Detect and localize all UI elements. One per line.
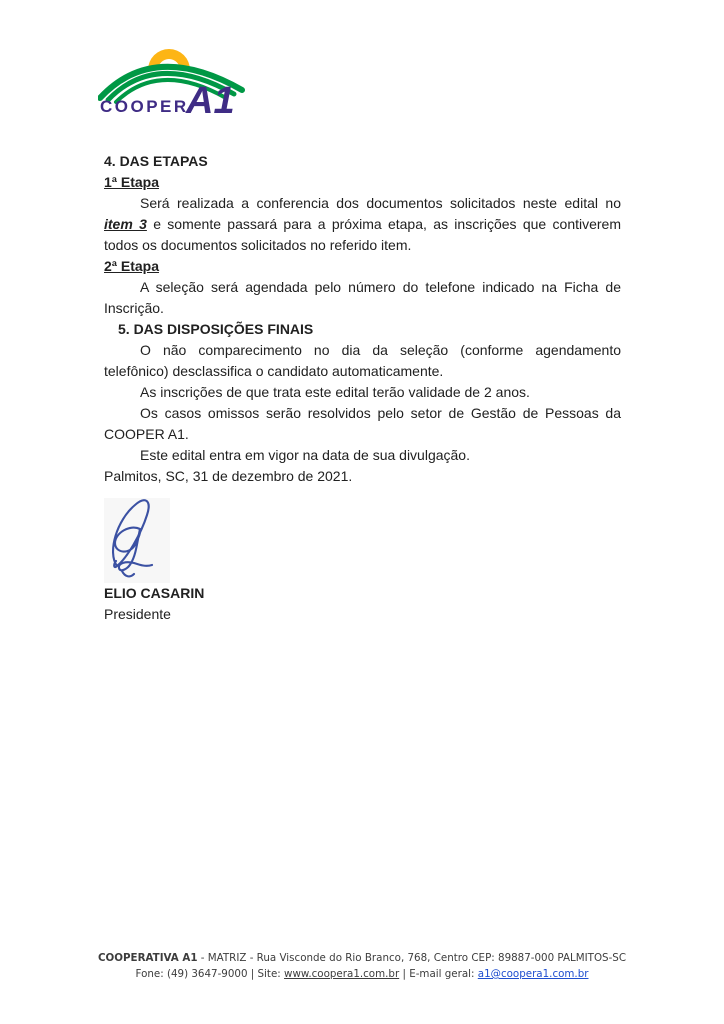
footer-company-name: COOPERATIVA A1 <box>97 952 198 964</box>
etapa-1-paragraph <box>104 193 621 256</box>
final-paragraph-1: O não comparecimento no dia da seleção (conforme agendamento telefônico) desclassifica o candidato automaticamente. <box>104 342 621 379</box>
etapa-1-title: 1ª Etapa <box>104 174 159 190</box>
final-paragraph-4: Este edital entra em vigor na data de sua divulgação. <box>140 447 470 463</box>
signature-image <box>104 498 170 583</box>
section-5-heading: 5. DAS DISPOSIÇÕES FINAIS <box>118 321 314 337</box>
footer-email-label: | E-mail geral: <box>399 968 478 980</box>
cooper-a1-logo-graphic <box>98 36 254 116</box>
footer-contact-line <box>0 966 724 982</box>
cooper-a1-logo <box>98 36 254 116</box>
footer-address-text: - MATRIZ - Rua Visconde do Rio Branco, 768, Centro CEP: 89887-000 PALMITOS-SC <box>197 952 627 964</box>
footer-address-line <box>0 950 724 966</box>
etapa-2-paragraph: A seleção será agendada pelo número do telefone indicado na Ficha de Inscrição. <box>104 279 621 316</box>
dateline: Palmitos, SC, 31 de dezembro de 2021. <box>104 468 353 484</box>
signer-name: ELIO CASARIN <box>104 585 205 601</box>
footer <box>0 950 724 982</box>
signature-ink <box>104 498 170 583</box>
signer-role: Presidente <box>104 606 171 622</box>
etapa-1-text-post: e somente passará para a próxima etapa, as inscrições que contiverem todos os documentos solicitados no referido item. <box>104 216 621 253</box>
etapa-1-text-pre: Será realizada a conferencia dos documentos solicitados neste edital no <box>140 195 621 211</box>
document-body <box>104 151 621 625</box>
item-3-reference: item 3 <box>104 216 147 232</box>
section-4-heading: 4. DAS ETAPAS <box>104 153 208 169</box>
logo-word: COOPER <box>100 97 189 116</box>
site-link[interactable]: www.coopera1.com.br <box>284 968 400 980</box>
etapa-2-title: 2ª Etapa <box>104 258 159 274</box>
footer-phone-text: Fone: (49) 3647-9000 | Site: <box>135 968 285 980</box>
final-paragraph-2: As inscrições de que trata este edital terão validade de 2 anos. <box>140 384 530 400</box>
email-link[interactable]: a1@coopera1.com.br <box>477 968 589 980</box>
final-paragraph-3: Os casos omissos serão resolvidos pelo setor de Gestão de Pessoas da COOPER A1. <box>104 405 621 442</box>
logo-mark: A1 <box>186 80 235 116</box>
